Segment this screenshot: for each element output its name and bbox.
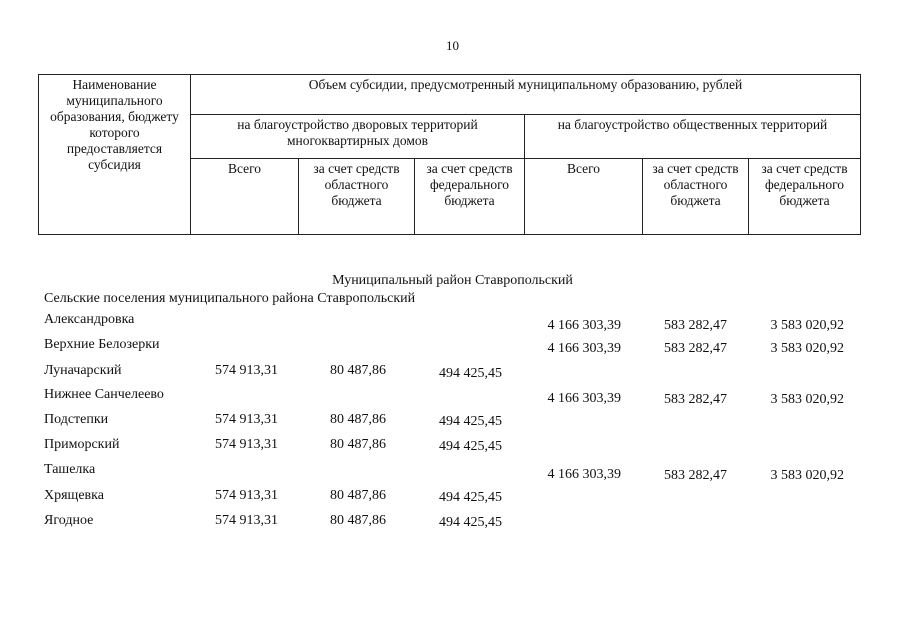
yards-regional: 80 487,86: [330, 488, 386, 503]
public-federal: 3 583 020,92: [770, 392, 844, 407]
row-name: Ягодное: [44, 513, 94, 528]
public-regional: 583 282,47: [664, 318, 727, 333]
public-regional: 583 282,47: [664, 392, 727, 407]
row-name: Подстепки: [44, 412, 109, 427]
public-regional: 583 282,47: [664, 468, 727, 483]
yards-federal: 494 425,45: [439, 366, 502, 381]
table-row: [0, 363, 905, 383]
yards-total: 574 913,31: [215, 437, 278, 452]
yards-total: 574 913,31: [215, 513, 278, 528]
public-total: 4 166 303,39: [547, 391, 621, 406]
yards-federal: 494 425,45: [439, 414, 502, 429]
yards-regional: 80 487,86: [330, 363, 386, 378]
header-yards-total: Всего: [191, 159, 299, 235]
row-name: Ташелка: [44, 462, 96, 477]
yards-regional: 80 487,86: [330, 437, 386, 452]
table-row: [0, 488, 905, 508]
section-title: Муниципальный район Ставропольский: [332, 273, 573, 288]
public-total: 4 166 303,39: [547, 318, 621, 333]
yards-total: 574 913,31: [215, 363, 278, 378]
table-row: [0, 312, 905, 332]
row-name: Приморский: [44, 437, 120, 452]
public-federal: 3 583 020,92: [770, 341, 844, 356]
yards-federal: 494 425,45: [439, 490, 502, 505]
table-row: [0, 513, 905, 533]
page-number: 10: [446, 38, 459, 53]
row-name: Луначарский: [44, 363, 122, 378]
yards-federal: 494 425,45: [439, 515, 502, 530]
public-total: 4 166 303,39: [547, 467, 621, 482]
public-total: 4 166 303,39: [547, 341, 621, 356]
header-yards-regional: за счет средств областного бюджета: [299, 159, 415, 235]
row-name: Верхние Белозерки: [44, 337, 160, 352]
yards-regional: 80 487,86: [330, 513, 386, 528]
public-regional: 583 282,47: [664, 341, 727, 356]
header-group-yards: на благоустройство дворовых территорий многоквартирных домов: [191, 115, 525, 159]
row-name: Александровка: [44, 312, 135, 327]
table-row: [0, 387, 905, 407]
table-row: [0, 412, 905, 432]
public-federal: 3 583 020,92: [770, 468, 844, 483]
yards-total: 574 913,31: [215, 488, 278, 503]
table-row: [0, 337, 905, 357]
section-subtitle: Сельские поселения муниципального района Ставропольский: [44, 291, 416, 306]
header-name-column: Наименование муниципального образования, бюджету которого предоставляется субсидия: [39, 75, 191, 235]
table-row: [0, 437, 905, 457]
header-yards-federal: за счет средств федерального бюджета: [415, 159, 525, 235]
header-volume-column: Объем субсидии, предусмотренный муниципальному образованию, рублей: [191, 75, 861, 115]
header-public-total: Всего: [525, 159, 643, 235]
row-name: Нижнее Санчелеево: [44, 387, 164, 402]
table-row: [0, 462, 905, 482]
yards-total: 574 913,31: [215, 412, 278, 427]
yards-federal: 494 425,45: [439, 439, 502, 454]
public-federal: 3 583 020,92: [770, 318, 844, 333]
header-public-regional: за счет средств областного бюджета: [643, 159, 749, 235]
yards-regional: 80 487,86: [330, 412, 386, 427]
header-group-public: на благоустройство общественных территорий: [525, 115, 861, 159]
header-public-federal: за счет средств федерального бюджета: [749, 159, 861, 235]
header-table: [38, 74, 861, 235]
row-name: Хрящевка: [44, 488, 104, 503]
